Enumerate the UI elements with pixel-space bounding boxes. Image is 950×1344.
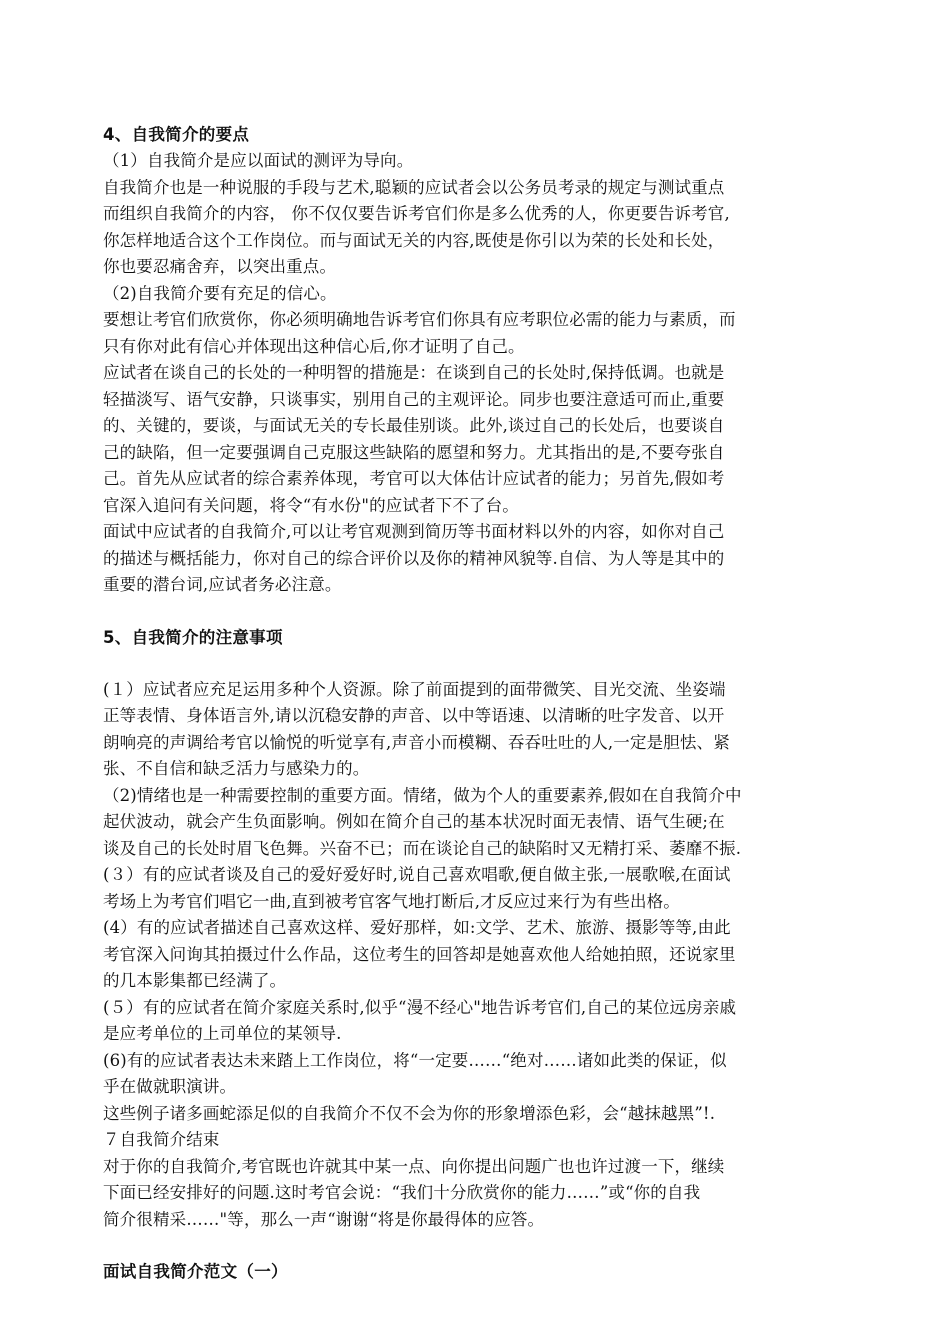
text-line: 对于你的自我简介,考官既也许就其中某一点、向你提出问题广也也许过渡一下，继续 [103, 1156, 725, 1176]
text-line: 你怎样地适合这个工作岗位。而与面试无关的内容,既使是你引以为荣的长处和长处， [103, 230, 725, 250]
text-line: 轻描淡写、语气安静，只谈事实，别用自己的主观评论。同步也要注意适可而止,重要 [103, 389, 725, 409]
document-page [103, 122, 838, 1285]
text-line: 这些例子诸多画蛇添足似的自我简介不仅不会为你的形象增添色彩，会“越抹越黑”!. [103, 1103, 716, 1123]
text-line: 只有你对此有信心并体现出这种信心后,你才证明了自己。 [103, 336, 525, 356]
text-line: (５）有的应试者在简介家庭关系时,似乎“漫不经心"地告诉考官们,自己的某位远房亲戚 [103, 997, 737, 1017]
text-line: 的、关键的，要谈，与面试无关的专长最佳别谈。此外,谈过自己的长处后，也要谈自 [103, 416, 725, 435]
text-line: 己的缺陷，但一定要强调自己克服这些缺陷的愿望和努力。尤其指出的是,不要夸张自 [103, 442, 725, 462]
text-line: 要想让考官们欣赏你，你必须明确地告诉考官们你具有应考职位必需的能力与素质，而 [103, 310, 736, 329]
spacer [103, 599, 838, 625]
text-line: 朗响亮的声调给考官以愉悦的听觉享有,声音小而模糊、吞吞吐吐的人,一定是胆怯、紧 [103, 732, 730, 752]
text-line: ７自我简介结束 [103, 1130, 220, 1149]
text-line: 官深入追问有关问题，将令“有水份"的应试者下不了台。 [103, 495, 519, 515]
text-line: 是应考单位的上司单位的某领导. [103, 1024, 342, 1043]
text-line: 面试中应试者的自我简介,可以让考官观测到简历等书面材料以外的内容，如你对自己 [103, 522, 725, 541]
section-4-body [103, 148, 838, 599]
text-line: 正等表情、身体语言外,请以沉稳安静的声音、以中等语速、以清晰的吐字发音、以开 [103, 706, 725, 725]
text-line: (３）有的应试者谈及自己的爱好爱好时,说自己喜欢唱歌,便自做主张,一展歌喉,在面试 [103, 865, 731, 884]
text-line: 自我简介也是一种说服的手段与艺术,聪颖的应试者会以公务员考录的规定与测试重点 [103, 177, 725, 197]
text-line: 张、不自信和缺乏活力与感染力的。 [103, 759, 370, 778]
text-line: （2)情绪也是一种需要控制的重要方面。情绪，做为个人的重要素养,假如在自我简介中 [103, 785, 742, 805]
text-line: 你也要忍痛舍弃，以突出重点。 [103, 257, 337, 276]
section-4-heading: 4、自我简介的要点 [103, 125, 250, 144]
text-line: 应试者在谈自己的长处的一种明智的措施是：在谈到自己的长处时,保持低调。也就是 [103, 363, 725, 382]
text-line: 简介很精采……"等，那么一声“谢谢“将是你最得体的应答。 [103, 1209, 545, 1229]
text-line: 的几本影集都已经满了。 [103, 971, 287, 990]
text-line: 起伏波动，就会产生负面影响。例如在简介自己的基本状况时面无表情、语气生硬;在 [103, 812, 725, 831]
text-line: 下面已经安排好的问题.这时考官会说：“我们十分欣赏你的能力……”或“你的自我 [103, 1183, 701, 1202]
text-line: 的描述与概括能力，你对自己的综合评价以及你的精神风貌等.自信、为人等是其中的 [103, 548, 725, 568]
text-line: （1）自我简介是应以面试的测评为导向。 [103, 151, 414, 170]
text-line: (6)有的应试者表达未来踏上工作岗位，将“一定要……“绝对……诸如此类的保证，似 [103, 1050, 727, 1070]
text-line: 重要的潜台词,应试者务必注意。 [103, 575, 342, 594]
spacer [103, 1233, 838, 1259]
text-line: 考场上为考官们唱它一曲,直到被考官客气地打断后,才反应过来行为有些出格。 [103, 891, 680, 911]
spacer [103, 651, 838, 677]
text-line: 考官深入问询其拍摄过什么作品，这位考生的回答却是她喜欢他人给她拍照，还说家里 [103, 944, 736, 964]
text-line: 乎在做就职演讲。 [103, 1077, 237, 1096]
section-6-heading: 面试自我简介范文（一） [103, 1262, 288, 1281]
text-line: (１）应试者应充足运用多种个人资源。除了前面提到的面带微笑、目光交流、坐姿端 [103, 679, 726, 699]
text-line: 而组织自我简介的内容， 你不仅仅要告诉考官们你是多么优秀的人，你更要告诉考官, [103, 204, 730, 223]
text-line: 己。首先从应试者的综合素养体现，考官可以大体估计应试者的能力；另首先,假如考 [103, 469, 725, 488]
text-line: （2)自我简介要有充足的信心。 [103, 283, 337, 303]
section-5-heading: 5、自我简介的注意事项 [103, 627, 283, 647]
text-line: 谈及自己的长处时眉飞色舞。兴奋不已；而在谈论自己的缺陷时又无精打采、萎靡不振. [103, 838, 742, 858]
section-5-body [103, 677, 838, 1234]
text-line: (4）有的应试者描述自己喜欢这样、爱好那样，如:文学、艺术、旅游、摄影等等,由此 [103, 918, 731, 937]
